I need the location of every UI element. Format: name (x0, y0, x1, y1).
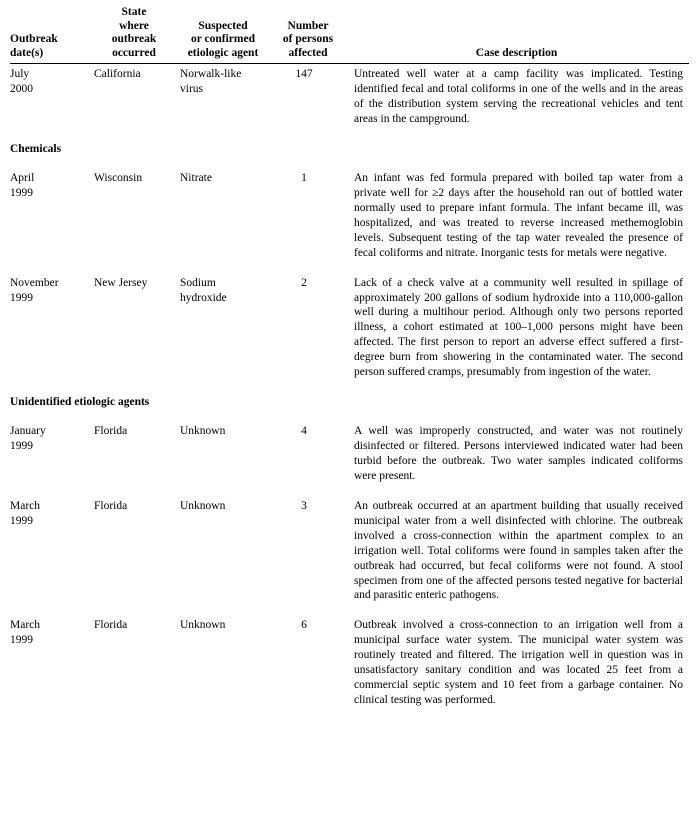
agent-line1: Norwalk-like (180, 68, 242, 81)
cell-state: Wisconsin (94, 171, 143, 184)
agent-line1: Unknown (180, 499, 226, 512)
outbreak-date-line2: 1999 (10, 186, 33, 199)
table-row (10, 168, 689, 264)
row-spacer (10, 264, 689, 273)
outbreak-date-line2: 1999 (10, 291, 33, 304)
row-spacer (10, 159, 689, 168)
column-header-number-line2: of persons (282, 33, 334, 46)
agent-line1: Unknown (180, 425, 226, 438)
column-header-outbreak-date (10, 6, 94, 64)
cell-persons-affected: 4 (301, 425, 307, 438)
table-body (10, 64, 689, 711)
outbreak-date-line1: July (10, 68, 30, 81)
cell-case-description: Untreated well water at a camp facility was implicated. Testing identified fecal and total coliforms in one of the wells and in the areas of the distribution system serving the recreational vehicles and tent areas in the campground. (354, 68, 683, 126)
column-header-state (94, 6, 180, 64)
column-header-outbreak-date-line1: Outbreak (10, 33, 58, 46)
section-heading-chemicals: Chemicals (10, 143, 62, 155)
row-spacer (10, 487, 689, 496)
column-header-number-line1: Number (287, 19, 329, 32)
cell-outbreak-date (10, 273, 94, 384)
cell-state: Florida (94, 425, 128, 438)
column-header-etiologic-agent (180, 6, 272, 64)
section-heading-row (10, 383, 689, 412)
cell-persons-affected: 3 (301, 499, 307, 512)
cell-state: Florida (94, 619, 128, 632)
cell-outbreak-date (10, 64, 94, 130)
outbreak-date-line1: March (10, 619, 41, 632)
table-row (10, 273, 689, 384)
column-header-state-line2: where (119, 19, 149, 32)
cell-case-description: An infant was fed formula prepared with boiled tap water from a private well for ≥2 days after the household ran out of bottled water normally used to prepare infant formula. The infant became ill, was hospitalized, and was treated to reverse increased methemoglobin levels. Subsequent testing of the tap water revealed the presence of fecal coliforms and nitrate. Inorganic tests for metals were negative. (354, 171, 683, 259)
column-header-state-line1: State (121, 6, 147, 18)
cell-case-description: A well was improperly constructed, and water was not routinely disinfected or filtered. Persons interviewed indicated water had been turbid before the outbreak. Two water samples indicated coliforms were present. (354, 425, 683, 482)
outbreak-date-line1: November (10, 276, 59, 289)
row-spacer (10, 606, 689, 615)
column-header-case-description (350, 6, 689, 64)
agent-line2: hydroxide (180, 291, 227, 304)
column-header-persons-affected (272, 6, 350, 64)
cell-etiologic-agent (180, 273, 272, 384)
cell-etiologic-agent (180, 64, 272, 130)
cell-etiologic-agent (180, 496, 272, 607)
outbreak-date-line2: 2000 (10, 83, 33, 96)
outbreak-date-line2: 1999 (10, 440, 33, 452)
table-row (10, 64, 689, 130)
outbreak-date-line2: 1999 (10, 514, 33, 527)
agent-line1: Unknown (180, 619, 226, 632)
cell-persons-affected: 2 (301, 276, 307, 289)
column-header-agent-line2: or confirmed (191, 33, 255, 46)
row-spacer (10, 412, 689, 421)
cell-case-description: Lack of a check valve at a community well resulted in spillage of approximately 200 gallons of sodium hydroxide into a 110,000-gallon well during a multihour period. Although only two persons reported illness, a cohort estimated at 100–1,000 persons might have been affected. The first person to report an adverse effect suffered a first-degree burn from showering in the contaminated water. The second person suffered cramps, presumably from ingestion of the water. (354, 276, 683, 379)
table-row (10, 496, 689, 607)
cell-persons-affected: 147 (295, 68, 313, 81)
cell-state: Florida (94, 499, 128, 512)
agent-line2: virus (180, 83, 203, 96)
cell-outbreak-date (10, 168, 94, 264)
cell-outbreak-date (10, 615, 94, 711)
outbreak-date-line1: April (10, 171, 35, 184)
table-header (10, 6, 689, 64)
cell-etiologic-agent (180, 615, 272, 711)
cell-etiologic-agent (180, 168, 272, 264)
column-header-agent-line1: Suspected (198, 19, 248, 32)
outbreak-date-line2: 1999 (10, 634, 33, 647)
cell-state: New Jersey (94, 276, 148, 289)
column-header-state-line4: occurred (112, 46, 156, 59)
column-header-number-line3: affected (288, 46, 328, 59)
outbreak-date-line1: March (10, 499, 41, 512)
section-heading-unidentified-agents: Unidentified etiologic agents (10, 396, 150, 409)
cell-state: California (94, 68, 141, 81)
column-header-agent-line3: etiologic agent (187, 46, 259, 59)
waterborne-outbreaks-table (10, 6, 689, 711)
section-heading-row (10, 130, 689, 159)
table-row (10, 615, 689, 711)
cell-etiologic-agent (180, 421, 272, 487)
cell-persons-affected: 1 (301, 171, 307, 184)
cell-outbreak-date (10, 496, 94, 607)
cell-persons-affected: 6 (301, 619, 307, 632)
cell-case-description: An outbreak occurred at an apartment building that usually received municipal water from a well disinfected with chlorine. The outbreak involved a cross-connection within the apartment complex to an irrigation well. Total coliforms were found in samples taken after the outbreak had occurred, but fecal coliforms were not found. A stool specimen from one of the affected persons tested negative for bacterial and parasitic enteric pathogens. (354, 499, 683, 602)
table-row (10, 421, 689, 487)
outbreak-date-line1: January (10, 425, 46, 438)
column-header-outbreak-date-line2: date(s) (10, 46, 44, 59)
column-header-desc-line1: Case description (475, 46, 558, 59)
cell-outbreak-date (10, 421, 94, 487)
agent-line1: Sodium (180, 276, 216, 289)
column-header-state-line3: outbreak (111, 33, 157, 46)
cell-case-description: Outbreak involved a cross-connection to an irrigation well from a municipal surface water system. The municipal water system was routinely treated and filtered. The irrigation well in question was in unsatisfactory sanitary condition and was located 25 feet from a commercial septic system and 10 feet from a garbage container. No clinical testing was performed. (354, 619, 683, 707)
agent-line1: Nitrate (180, 171, 212, 184)
